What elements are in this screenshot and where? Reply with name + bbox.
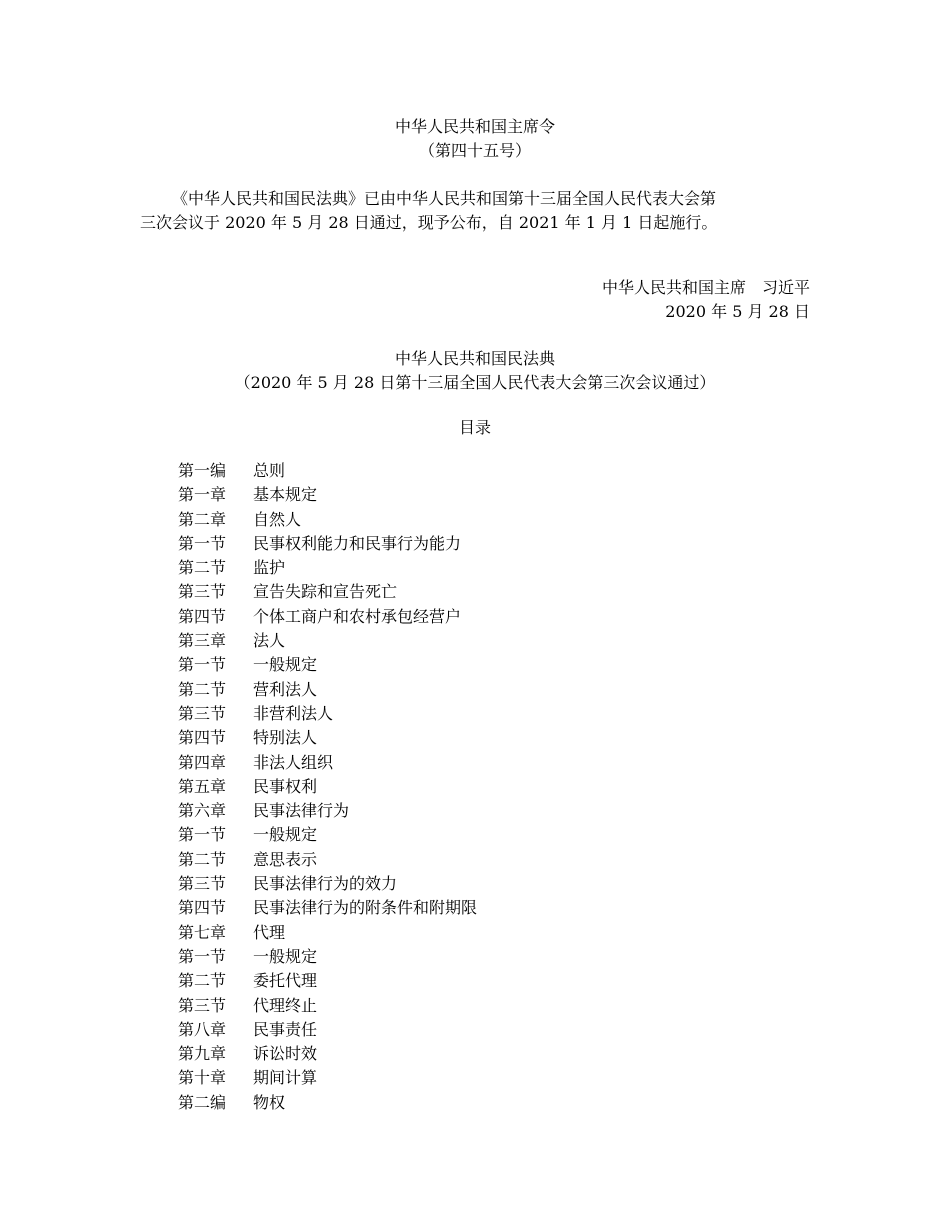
toc-item bbox=[178, 483, 477, 507]
toc-item-number: 第九章 bbox=[178, 1044, 227, 1064]
toc-item-title: 期间计算 bbox=[253, 1068, 318, 1088]
toc-item bbox=[178, 653, 477, 677]
toc-item bbox=[178, 678, 477, 702]
toc-item bbox=[178, 896, 477, 920]
toc-item-title: 非营利法人 bbox=[253, 703, 334, 723]
toc-item-number: 第六章 bbox=[178, 801, 227, 821]
toc-item-number: 第三节 bbox=[178, 995, 227, 1015]
toc-item-title: 个体工商户和农村承包经营户 bbox=[253, 606, 462, 626]
toc-item bbox=[178, 508, 477, 532]
toc-item bbox=[178, 532, 477, 556]
toc-item-title: 诉讼时效 bbox=[253, 1044, 318, 1064]
toc-item-number: 第二节 bbox=[178, 971, 227, 991]
decree-body-line-2: 三次会议于 2020 年 5 月 28 日通过，现予公布，自 2021 年 1 月 1 日起施行。 bbox=[140, 213, 718, 232]
toc-item-number: 第二编 bbox=[178, 1092, 227, 1112]
toc-item-number: 第二节 bbox=[178, 849, 227, 869]
toc-item-number: 第二章 bbox=[178, 509, 227, 529]
toc-item-title: 意思表示 bbox=[253, 849, 318, 869]
toc-item-title: 物权 bbox=[253, 1092, 286, 1112]
toc-item-number: 第八章 bbox=[178, 1019, 227, 1039]
toc-item-title: 一般规定 bbox=[253, 655, 318, 675]
code-adoption-note: （2020 年 5 月 28 日第十三届全国人民代表大会第三次会议通过） bbox=[234, 373, 716, 392]
toc-item-title: 民事法律行为的效力 bbox=[253, 874, 398, 894]
toc-item-number: 第四节 bbox=[178, 898, 227, 918]
toc-item bbox=[178, 921, 477, 945]
toc-item bbox=[178, 969, 477, 993]
toc-item-title: 监护 bbox=[253, 558, 286, 578]
toc-item bbox=[178, 945, 477, 969]
toc-item bbox=[178, 556, 477, 580]
toc-item bbox=[178, 629, 477, 653]
toc-item-number: 第二节 bbox=[178, 558, 227, 578]
decree-body-line-1: 《中华人民共和国民法典》已由中华人民共和国第十三届全国人民代表大会第 bbox=[172, 189, 717, 208]
toc-item-title: 民事法律行为的附条件和附期限 bbox=[253, 898, 478, 918]
toc-item-title: 营利法人 bbox=[253, 679, 318, 699]
toc-item bbox=[178, 775, 477, 799]
toc-item-number: 第一编 bbox=[178, 461, 227, 480]
toc-item-title: 非法人组织 bbox=[253, 752, 334, 772]
toc-item-title: 自然人 bbox=[253, 509, 302, 529]
toc-item-number: 第三章 bbox=[178, 631, 227, 651]
toc-item-title: 法人 bbox=[253, 631, 286, 651]
toc-item bbox=[178, 702, 477, 726]
toc-heading: 目录 bbox=[458, 418, 491, 437]
toc-item-number: 第三节 bbox=[178, 582, 227, 602]
decree-date: 2020 年 5 月 28 日 bbox=[665, 302, 810, 321]
toc-item-title: 委托代理 bbox=[253, 971, 318, 991]
toc-item-title: 总则 bbox=[253, 461, 286, 480]
toc-item bbox=[178, 459, 477, 483]
toc-item-number: 第十章 bbox=[178, 1068, 227, 1088]
toc-item-number: 第五章 bbox=[178, 776, 227, 796]
toc-item-number: 第二节 bbox=[178, 679, 227, 699]
toc-item bbox=[178, 580, 477, 604]
toc-item-title: 一般规定 bbox=[253, 946, 318, 966]
toc-item bbox=[178, 823, 477, 847]
toc-item-title: 民事法律行为 bbox=[253, 801, 350, 821]
toc-item-title: 宣告失踪和宣告死亡 bbox=[253, 582, 398, 602]
decree-title: 中华人民共和国主席令 bbox=[394, 117, 555, 136]
toc-item-number: 第一章 bbox=[178, 485, 227, 505]
toc-item-number: 第三节 bbox=[178, 874, 227, 894]
toc-item-number: 第四节 bbox=[178, 728, 227, 748]
toc-item bbox=[178, 872, 477, 896]
toc-item bbox=[178, 994, 477, 1018]
toc-item-title: 民事责任 bbox=[253, 1019, 318, 1039]
toc-item-number: 第四节 bbox=[178, 606, 227, 626]
decree-number: （第四十五号） bbox=[418, 141, 531, 160]
toc-item-number: 第一节 bbox=[178, 533, 227, 553]
toc-item bbox=[178, 1066, 477, 1090]
toc-item bbox=[178, 1042, 477, 1066]
toc-item-title: 民事权利能力和民事行为能力 bbox=[253, 533, 462, 553]
toc-item-title: 基本规定 bbox=[253, 485, 318, 505]
toc-item bbox=[178, 726, 477, 750]
toc-item bbox=[178, 1091, 477, 1115]
toc-item-title: 特别法人 bbox=[253, 728, 318, 748]
toc-item-title: 民事权利 bbox=[253, 776, 318, 796]
toc-item-number: 第三节 bbox=[178, 703, 227, 723]
toc-item-title: 代理终止 bbox=[253, 995, 318, 1015]
toc-item-title: 一般规定 bbox=[253, 825, 318, 845]
toc-item-title: 代理 bbox=[253, 922, 286, 942]
toc-item bbox=[178, 799, 477, 823]
code-title: 中华人民共和国民法典 bbox=[394, 349, 555, 368]
toc-item bbox=[178, 1018, 477, 1042]
toc-item-number: 第四章 bbox=[178, 752, 227, 772]
toc-item-number: 第一节 bbox=[178, 946, 227, 966]
decree-signatory: 中华人民共和国主席 习近平 bbox=[601, 278, 810, 297]
toc-item bbox=[178, 605, 477, 629]
toc-item bbox=[178, 848, 477, 872]
toc-item-number: 第七章 bbox=[178, 922, 227, 942]
toc-item-number: 第一节 bbox=[178, 825, 227, 845]
table-of-contents bbox=[178, 459, 477, 1115]
toc-item-number: 第一节 bbox=[178, 655, 227, 675]
toc-item bbox=[178, 751, 477, 775]
